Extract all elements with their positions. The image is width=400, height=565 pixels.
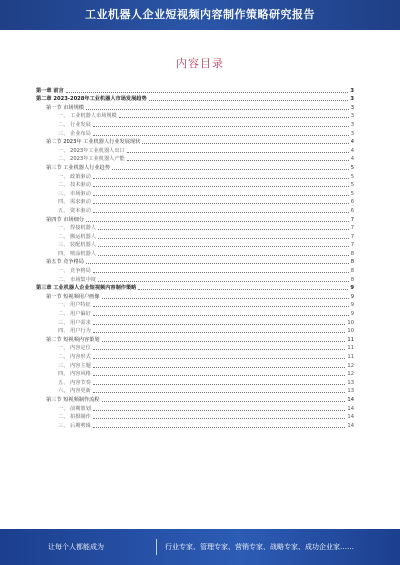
toc-entry[interactable]	[36, 404, 354, 413]
toc-page-number: 9	[350, 285, 354, 292]
toc-entry[interactable]	[36, 146, 354, 155]
report-header	[0, 0, 400, 30]
toc-leader-dots	[93, 185, 349, 187]
toc-entry[interactable]	[36, 395, 354, 404]
toc-entry-text: 三、 内容主题	[58, 362, 91, 369]
toc-leader-dots	[93, 374, 346, 376]
toc-leader-dots	[93, 383, 346, 385]
toc-page-number: 11	[347, 345, 354, 352]
footer-banner	[0, 529, 400, 565]
toc-entry[interactable]	[36, 327, 354, 336]
toc-entry-text: 二、 技术驱动	[58, 182, 91, 189]
toc-entry[interactable]	[36, 344, 354, 353]
toc-entry-text: 第一章 前言	[36, 87, 64, 94]
toc-page-number: 8	[350, 250, 354, 257]
toc-page-number: 11	[347, 336, 354, 343]
toc-page-number: 3	[350, 130, 354, 137]
toc-entry-text: 五、 资本驱动	[58, 207, 91, 214]
toc-page-number: 7	[350, 216, 354, 223]
toc-leader-dots	[93, 202, 349, 204]
toc-page-number: 4	[350, 147, 354, 154]
toc-entry[interactable]	[36, 224, 354, 233]
toc-entry[interactable]	[36, 189, 354, 198]
toc-entry[interactable]	[36, 181, 354, 190]
toc-entry[interactable]	[36, 292, 354, 301]
toc-leader-dots	[149, 99, 349, 101]
toc-entry-text: 一、 政策驱动	[58, 173, 91, 180]
toc-entry[interactable]	[36, 258, 354, 267]
toc-page-number: 7	[350, 242, 354, 249]
toc-entry-text: 第二节 短视频内容策划	[46, 336, 100, 343]
toc-page-number: 10	[347, 328, 354, 335]
toc-entry-text: 二、 用户偏好	[58, 311, 91, 318]
toc-leader-dots	[86, 108, 349, 110]
toc-entry-text: 二、 拍摄制作	[58, 414, 91, 421]
toc-leader-dots	[142, 142, 348, 144]
toc-page-number: 3	[350, 87, 354, 94]
toc-leader-dots	[86, 262, 349, 264]
toc-leader-dots	[93, 323, 346, 325]
toc-page-number: 7	[350, 225, 354, 232]
toc-leader-dots	[102, 340, 346, 342]
toc-entry-text: 四、 用户行为	[58, 328, 91, 335]
toc-page-number: 3	[350, 113, 354, 120]
toc-entry-text: 二、 搬运机器人	[58, 233, 96, 240]
toc-entry[interactable]	[36, 309, 354, 318]
toc-page-number: 5	[350, 173, 354, 180]
toc-leader-dots	[93, 125, 349, 127]
toc-entry[interactable]	[36, 378, 354, 387]
toc-page-number: 3	[350, 104, 354, 111]
toc-entry-text: 第一节 市场规模	[46, 104, 84, 111]
toc-entry-text: 一、 竞争格局	[58, 268, 91, 275]
toc-entry-text: 第二章 2023-2028年工业机器人市场发展趋势	[36, 96, 147, 103]
toc-page-number: 5	[350, 190, 354, 197]
toc-entry[interactable]	[36, 129, 354, 138]
toc-entry[interactable]	[36, 352, 354, 361]
toc-entry-text: 二、 2023年工业机器人产能	[58, 156, 125, 163]
toc-entry[interactable]	[36, 249, 354, 258]
toc-entry[interactable]	[36, 120, 354, 129]
toc-entry-text: 一、 用户特征	[58, 302, 91, 309]
toc-entry[interactable]	[36, 335, 354, 344]
toc-page-number: 14	[347, 422, 354, 429]
toc-leader-dots	[98, 245, 349, 247]
toc-leader-dots	[93, 177, 349, 179]
toc-leader-dots	[98, 237, 349, 239]
toc-entry-text: 三、 后期剪辑	[58, 422, 91, 429]
toc-entry[interactable]	[36, 387, 354, 396]
toc-leader-dots	[102, 297, 349, 299]
toc-entry[interactable]	[36, 421, 354, 430]
toc-entry-text: 二、 内容形式	[58, 354, 91, 360]
toc-entry[interactable]	[36, 172, 354, 181]
toc-leader-dots	[98, 254, 349, 256]
toc-entry[interactable]	[36, 413, 354, 422]
toc-entry[interactable]	[36, 95, 354, 104]
toc-page-number: 14	[347, 396, 354, 403]
toc-entry-text: 第三节 工业机器人行业趋势	[46, 164, 110, 171]
toc-leader-dots	[93, 305, 349, 307]
toc-entry-text: 第二节 2023年 工业机器人行业发展现状	[46, 139, 141, 146]
toc-entry-text: 二、 行业发展	[58, 121, 91, 128]
toc-page-number: 13	[347, 388, 354, 395]
toc-page-number: 5	[350, 182, 354, 189]
toc-entry-text: 二、 市场集中度	[58, 276, 96, 283]
toc-page-number: 9	[350, 293, 354, 300]
toc-leader-dots	[127, 159, 349, 161]
toc-leader-dots	[93, 417, 346, 419]
toc-entry[interactable]	[36, 266, 354, 275]
toc-page-number: 9	[350, 302, 354, 309]
toc-leader-dots	[102, 400, 346, 402]
toc-page-number: 3	[350, 96, 354, 103]
toc-leader-dots	[93, 409, 346, 411]
toc-entry[interactable]	[36, 232, 354, 241]
toc-leader-dots	[93, 348, 346, 350]
toc-leader-dots	[119, 116, 349, 118]
toc-page-number: 10	[347, 319, 354, 326]
toc-leader-dots	[93, 211, 349, 213]
footer-divider	[156, 539, 157, 555]
toc-heading: 内容目录	[176, 57, 224, 70]
toc-entry[interactable]	[36, 138, 354, 147]
toc-leader-dots	[127, 151, 349, 153]
toc-entry-text: 六、 内容更新	[58, 388, 91, 395]
toc-leader-dots	[93, 271, 349, 273]
toc-leader-dots	[98, 280, 349, 282]
toc-entry-text: 三、 用户需求	[58, 319, 91, 326]
report-title: 工业机器人企业短视频内容制作策略研究报告	[85, 8, 315, 21]
toc-page-number: 4	[350, 156, 354, 163]
toc-entry-text: 三、 装配机器人	[58, 242, 96, 249]
toc-leader-dots	[93, 357, 346, 359]
toc-leader-dots	[93, 366, 346, 368]
toc-entry[interactable]	[36, 86, 354, 95]
toc-page-number: 7	[350, 233, 354, 240]
toc-page-number: 3	[350, 121, 354, 128]
toc-entry[interactable]	[36, 112, 354, 121]
toc-entry[interactable]	[36, 284, 354, 293]
toc-entry[interactable]	[36, 155, 354, 164]
toc-entry-text: 一、 内容定位	[58, 345, 91, 352]
toc-page-number: 13	[347, 379, 354, 386]
toc-page-number: 6	[350, 199, 354, 206]
footer-tagline: 行业专家、管理专家、营销专家、战略专家、成功企业家……	[165, 543, 354, 551]
toc-page-number: 8	[350, 276, 354, 283]
toc-entry-text: 三、 企业布局	[58, 130, 91, 137]
table-of-contents	[36, 86, 354, 430]
toc-leader-dots	[98, 228, 349, 230]
toc-page-number: 5	[350, 164, 354, 171]
toc-leader-dots	[93, 391, 346, 393]
toc-entry[interactable]	[36, 198, 354, 207]
toc-page-number: 12	[347, 371, 354, 378]
toc-page-number: 14	[347, 405, 354, 412]
toc-leader-dots	[86, 220, 349, 222]
toc-entry-text: 五、 内容节奏	[58, 379, 91, 386]
toc-entry-text: 一、 工业机器人市场规模	[58, 113, 117, 120]
toc-entry-text: 四、 内容风格	[58, 371, 91, 378]
toc-entry-text: 四、 喷涂机器人	[58, 250, 96, 257]
toc-entry-text: 四、 需求驱动	[58, 199, 91, 206]
toc-leader-dots	[112, 168, 349, 170]
toc-leader-dots	[93, 134, 349, 136]
toc-entry[interactable]	[36, 275, 354, 284]
toc-leader-dots	[93, 426, 346, 428]
toc-leader-dots	[138, 288, 348, 290]
toc-entry-text: 第三章 工业机器人企业短视频内容制作策略	[36, 285, 137, 292]
toc-leader-dots	[93, 331, 346, 333]
toc-leader-dots	[66, 91, 349, 93]
toc-page-number: 11	[347, 354, 354, 360]
toc-entry[interactable]	[36, 103, 354, 112]
toc-entry-text: 第五节 竞争格局	[46, 259, 84, 266]
toc-entry[interactable]	[36, 206, 354, 215]
toc-entry-text: 一、 2023年工业机器人出口	[58, 147, 125, 154]
toc-entry-text: 一、 焊接机器人	[58, 225, 96, 232]
toc-page-number: 8	[350, 268, 354, 275]
toc-page-number: 14	[347, 414, 354, 421]
toc-entry[interactable]	[36, 241, 354, 250]
toc-entry[interactable]	[36, 361, 354, 370]
toc-entry[interactable]	[36, 318, 354, 327]
toc-entry-text: 一、 前期策划	[58, 405, 91, 412]
toc-page-number: 9	[350, 311, 354, 318]
toc-page-number: 8	[350, 259, 354, 266]
toc-entry[interactable]	[36, 215, 354, 224]
toc-entry-text: 三、 市场驱动	[58, 190, 91, 197]
toc-entry-text: 第一节 短视频用户画像	[46, 293, 100, 300]
toc-entry[interactable]	[36, 163, 354, 172]
toc-page-number: 6	[350, 207, 354, 214]
toc-entry[interactable]	[36, 301, 354, 310]
toc-page-number: 4	[350, 139, 354, 146]
toc-leader-dots	[93, 194, 349, 196]
toc-leader-dots	[93, 314, 349, 316]
toc-entry-text: 第四节 市场细分	[46, 216, 84, 223]
toc-entry-text: 第三节 短视频制作流程	[46, 396, 100, 403]
toc-entry[interactable]	[36, 370, 354, 379]
footer-slogan: 让每个人都能成为	[48, 543, 104, 551]
toc-page-number: 12	[347, 362, 354, 369]
